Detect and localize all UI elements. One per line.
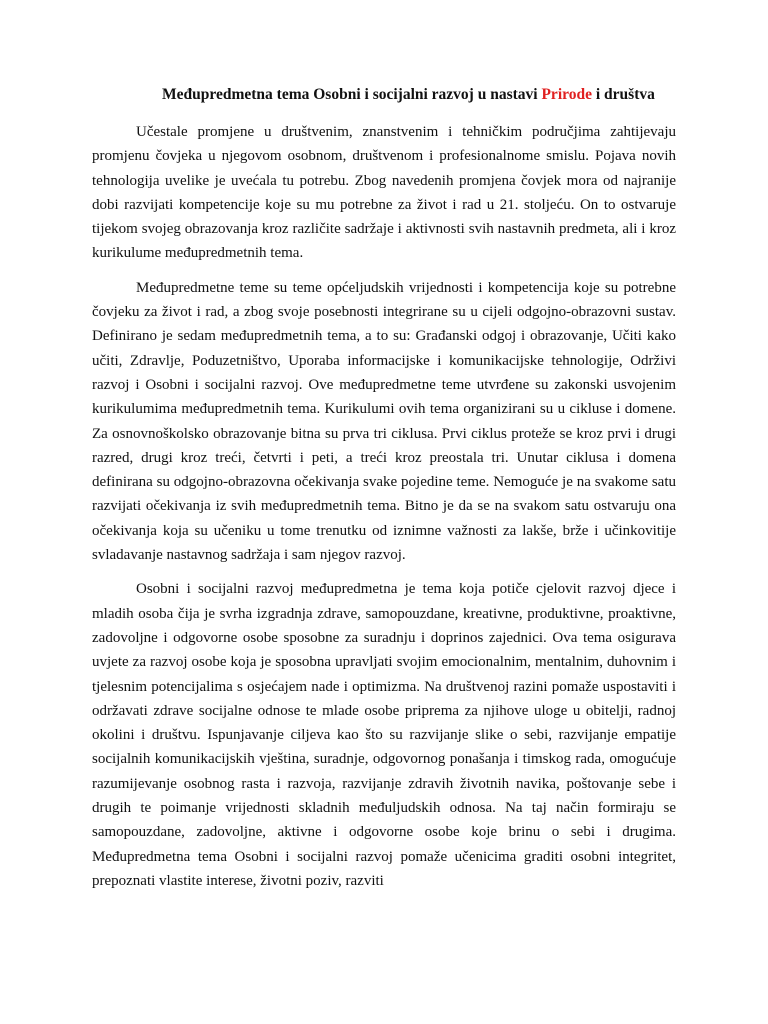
title-highlight: Prirode (541, 86, 592, 103)
title-suffix: i društva (591, 86, 655, 103)
document-title (92, 84, 676, 106)
paragraph-intro: Učestale promjene u društvenim, znanstvenim i tehničkim područjima zahtijevaju promjenu čovjeka u njegovom osobnom, društvenom i profesionalnome smislu. Pojava novih tehnologija uvelike je uvećala tu potrebu. Zbog navedenih promjena čovjek mora od najranije dobi razvijati kompetencije koje su mu potrebne za život i rad u 21. stoljeću. On to ostvaruje tijekom svojeg obrazovanja kroz različite sadržaje i aktivnosti svih nastavnih predmeta, ali i kroz kurikulume međupredmetnih tema. (92, 124, 676, 262)
paragraph-cross-curricular-themes: Međupredmetne teme su teme općeljudskih vrijednosti i kompetencija koje su potrebne čovjeku za život i rad, a zbog svoje posebnosti integrirane su u cijeli odgojno-obrazovni sustav. Definirano je sedam međupredmetnih tema, a to su: Građanski odgoj i obrazovanje, Učiti kako učiti, Zdravlje, Poduzetništvo, Uporaba informacijske i komunikacijske tehnologije, Održivi razvoj i Osobni i socijalni razvoj. Ove međupredmetne teme utvrđene su zakonski usvojenim kurikulumima međupredmetnih tema. Kurikulumi ovih tema organizirani su u cikluse i domene. Za osnovnoškolsko obrazovanje bitna su prva tri ciklusa. Prvi ciklus proteže se kroz prvi i drugi razred, drugi kroz treći, četvrti i peti, a treći kroz preostala tri. Unutar ciklusa i domena definirana su odgojno-obrazovna očekivanja svake pojedine teme. Nemoguće je na svakome satu razvijati očekivanja iz svih međupredmetnih tema. Bitno je da se na svakom satu ostvaruju ona očekivanja koja su učeniku u tome trenutku od iznimne važnosti za lakše, brže i učinkovitije svladavanje nastavnog sadržaja i sam njegov razvoj. (92, 279, 676, 564)
title-prefix: Međupredmetna tema Osobni i socijalni razvoj u nastavi (162, 86, 542, 103)
paragraph-personal-social-development: Osobni i socijalni razvoj međupredmetna je tema koja potiče cjelovit razvoj djece i mladih osoba čija je svrha izgradnja zdrave, samopouzdane, kreativne, produktivne, proaktivne, zadovoljne i odgovorne osobe sposobne za suradnju i doprinos zajednici. Ova tema osigurava uvjete za razvoj osobe koja je sposobna upravljati svojim emocionalnim, mentalnim, duhovnim i tjelesnim potencijalima s osjećajem nade i optimizma. Na društvenoj razini pomaže uspostaviti i održavati zdrave socijalne odnose te mlade osobe priprema za njihove uloge u obitelji, radnoj okolini i društvu. Ispunjavanje ciljeva kao što su razvijanje slike o sebi, razvijanje empatije socijalnih komunikacijskih vještina, suradnje, odgovornog ponašanja i timskog rada, omogućuje razumijevanje osobnog rasta i razvoja, razvijanje zdravih životnih navika, poštovanje sebe i drugih te poimanje vrijednosti skladnih međuljudskih odnosa. Na taj način formiraju se samopouzdane, zadovoljne, aktivne i odgovorne osobe koje brinu o sebi i drugima. Međupredmetna tema Osobni i socijalni razvoj pomaže učenicima graditi osobni integritet, prepoznati vlastite interese, životni poziv, razviti (92, 581, 676, 889)
